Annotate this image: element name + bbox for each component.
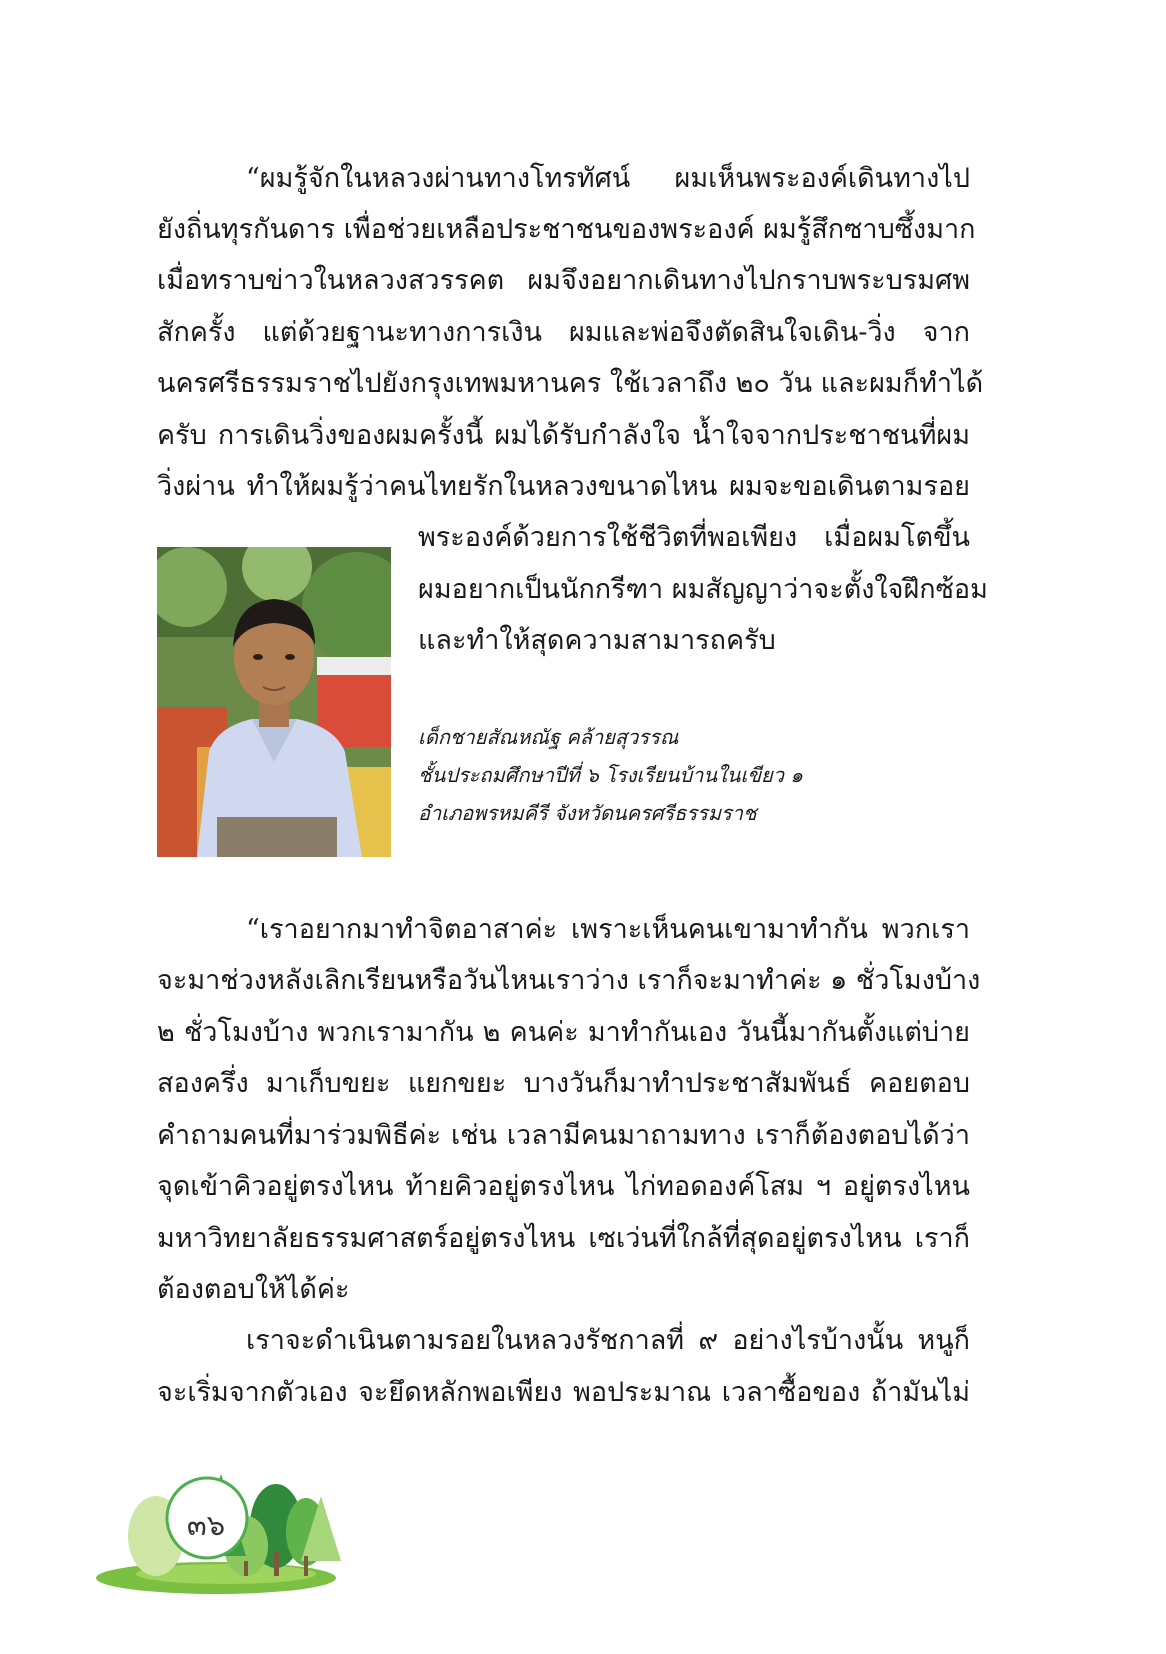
paragraph2-line: จะมาช่วงหลังเลิกเรียนหรือวันไหนเราว่าง เราก็จะมาทำค่ะ ๑ ชั่วโมงบ้าง	[157, 965, 981, 996]
paragraph2-line: มหาวิทยาลัยธรรมศาสตร์อยู่ตรงไหน เซเว่นที่ใกล้ที่สุดอยู่ตรงไหน เราก็	[157, 1223, 970, 1254]
student-photo	[157, 547, 391, 857]
paragraph1-side-line: และทำให้สุดความสามารถครับ	[418, 625, 776, 656]
paragraph2-line: ๒ ชั่วโมงบ้าง พวกเรามากัน ๒ คนค่ะ มาทำกันเอง วันนี้มากันตั้งแต่บ่าย	[157, 1017, 970, 1048]
paragraph3-line: จะเริ่มจากตัวเอง จะยึดหลักพอเพียง พอประมาณ เวลาซื้อของ ถ้ามันไม่	[157, 1377, 970, 1408]
paragraph2-line: คำถามคนที่มาร่วมพิธีค่ะ เช่น เวลามีคนมาถามทาง เราก็ต้องตอบได้ว่า	[157, 1120, 970, 1151]
paragraph1-line: เมื่อทราบข่าวในหลวงสวรรคต ผมจึงอยากเดินทางไปกราบพระบรมศพ	[157, 265, 970, 296]
paragraph2-line: “เราอยากมาทำจิตอาสาค่ะ เพราะเห็นคนเขามาทำกัน พวกเรา	[246, 914, 970, 945]
paragraph2-line: ต้องตอบให้ได้ค่ะ	[157, 1274, 350, 1305]
caption-district: อำเภอพรหมคีรี จังหวัดนครศรีธรรมราช	[418, 801, 757, 825]
caption-school: ชั้นประถมศึกษาปีที่ ๖ โรงเรียนบ้านในเขียว ๑	[418, 763, 803, 787]
paragraph1-line: ยังถิ่นทุรกันดาร เพื่อช่วยเหลือประชาชนของพระองค์ ผมรู้สึกซาบซึ้งมาก	[157, 214, 976, 245]
paragraph2-line: สองครึ่ง มาเก็บขยะ แยกขยะ บางวันก็มาทำประชาสัมพันธ์ คอยตอบ	[157, 1068, 970, 1099]
paragraph1-line: นครศรีธรรมราชไปยังกรุงเทพมหานคร ใช้เวลาถึง ๒๐ วัน และผมก็ทำได้	[157, 368, 984, 399]
page-number: ๓๖	[186, 1508, 226, 1542]
paragraph1-side-line: พระองค์ด้วยการใช้ชีวิตที่พอเพียง เมื่อผมโตขึ้น	[418, 522, 970, 553]
paragraph3-line: เราจะดำเนินตามรอยในหลวงรัชกาลที่ ๙ อย่างไรบ้างนั้น หนูก็	[246, 1325, 970, 1356]
paragraph1-line: วิ่งผ่าน ทำให้ผมรู้ว่าคนไทยรักในหลวงขนาดไหน ผมจะขอเดินตามรอย	[157, 471, 970, 502]
caption-name: เด็กชายสัณหณัฐ คล้ายสุวรรณ	[418, 725, 679, 749]
paragraph1-line: “ผมรู้จักในหลวงผ่านทางโทรทัศน์ ผมเห็นพระองค์เดินทางไป	[246, 163, 970, 194]
paragraph1-line: สักครั้ง แต่ด้วยฐานะทางการเงิน ผมและพ่อจึงตัดสินใจเดิน-วิ่ง จาก	[157, 317, 970, 348]
paragraph1-line: ครับ การเดินวิ่งของผมครั้งนี้ ผมได้รับกำลังใจ น้ำใจจากประชาชนที่ผม	[157, 420, 970, 451]
paragraph2-line: จุดเข้าคิวอยู่ตรงไหน ท้ายคิวอยู่ตรงไหน ไก่ทอดองค์โสม ฯ อยู่ตรงไหน	[157, 1171, 970, 1202]
paragraph1-side-line: ผมอยากเป็นนักกรีฑา ผมสัญญาว่าจะตั้งใจฝึกซ้อม	[418, 574, 988, 605]
